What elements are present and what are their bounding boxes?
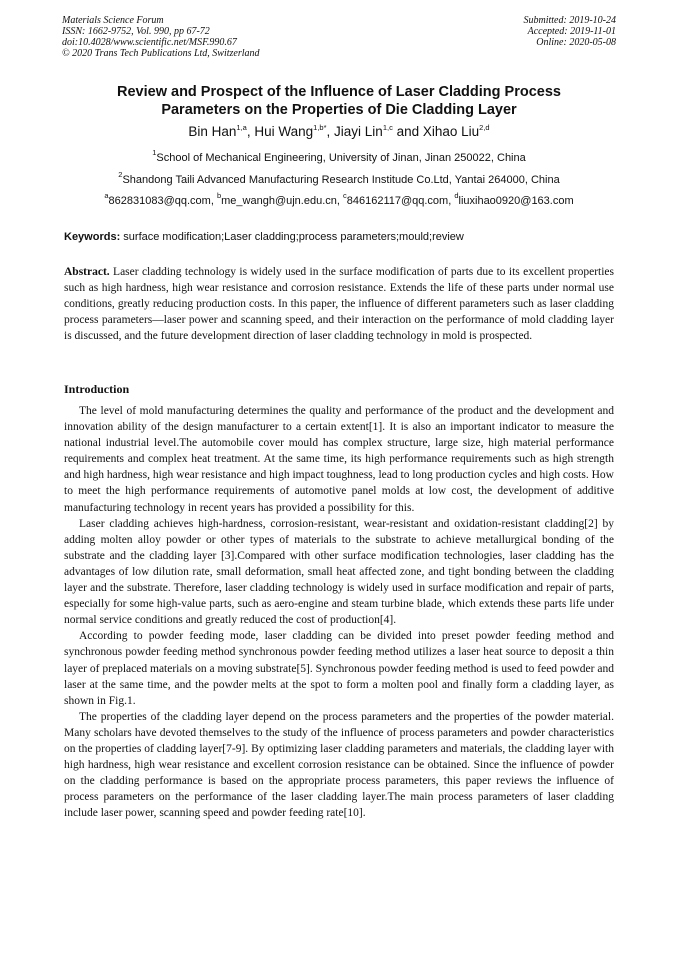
- author-name: Bin Han: [188, 124, 237, 139]
- author-name: Xihao Liu: [422, 124, 480, 139]
- journal-doi[interactable]: doi:10.4028/www.scientific.net/MSF.990.67: [62, 37, 237, 48]
- email-mark: b: [216, 191, 222, 201]
- keywords-label: Keywords:: [64, 231, 121, 243]
- author-affiliation-mark: 1,b*: [313, 122, 327, 132]
- author-emails: [40, 191, 638, 208]
- journal-name: Materials Science Forum: [62, 15, 164, 26]
- submitted-date: Submitted: 2019-10-24: [523, 15, 616, 26]
- affiliation-2: [40, 170, 638, 187]
- affiliation-text: Shandong Taili Advanced Manufacturing Research Institude Co.Ltd, Yantai 264000, China: [122, 174, 560, 186]
- accepted-date: Accepted: 2019-11-01: [527, 26, 616, 37]
- dates-header: [524, 15, 617, 48]
- title-line-1: Review and Prospect of the Influence of Laser Cladding Process: [117, 84, 561, 100]
- author-separator: ,: [246, 124, 255, 139]
- email-link[interactable]: 862831083@qq.com,: [108, 195, 217, 207]
- abstract-paragraph: [64, 264, 614, 344]
- email-link[interactable]: liuxihao0920@163.com: [458, 195, 574, 207]
- email-mark: c: [342, 191, 347, 201]
- paper-title: [60, 83, 618, 119]
- abstract: [64, 264, 614, 344]
- email-mark: d: [454, 191, 459, 201]
- paragraph: According to powder feeding mode, laser cladding can be divided into preset powder feeding method and synchronous powder feeding method synchronous powder feeding method utilizes a laser heat source to deposit a thin layer of preplaced materials on a moving substrate[5]. Synchronous powder feeding method is used to feed powder and laser at the same time, and the powder melts at the spot to form a molten pool and finally form a cladding layer, as shown in Fig.1.: [64, 630, 614, 707]
- author-separator: ,: [326, 124, 335, 139]
- author-affiliation-mark: 1,a: [236, 122, 247, 132]
- author-separator: and: [392, 124, 423, 139]
- author-list: [60, 123, 618, 141]
- paragraph: Laser cladding achieves high-hardness, corrosion-resistant, wear-resistant and oxidation-resistant cladding[2] by adding molten alloy powder or other types of materials to the substrate to achieve metallurgical bonding of the substrate and the cladding layer [3].Compared with other surface modification technologies, laser cladding has the advantages of low dilution rate, small deformation, small heat affected zone, and tight bonding between the cladding layer and the substrate. Therefore, laser cladding technology is widely used in surface modification and repair of parts, especially for some high-value parts, such as aero-engine and steam turbine blade, which extends these parts life under normal service conditions and greatly reduced the cost of production[4].: [64, 517, 614, 627]
- section-heading-introduction: Introduction: [64, 382, 130, 396]
- keywords: [64, 230, 616, 244]
- keywords-text: surface modification;Laser cladding;process parameters;mould;review: [120, 231, 464, 243]
- paragraph: The properties of the cladding layer depend on the process parameters and the properties of the powder material. Many scholars have devoted themselves to the study of the influence of process parameters and powder characteristics on the properties of cladding layer[7-9]. By optimizing laser cladding parameters and materials, the cladding layer with high hardness, high wear resistance and excellent corrosion resistance can be obtained. Since the influence of powder on the cladding performance is based on the appropriate process parameters, this paper reviews the influence of process parameters on the performance of the laser cladding layer.The main process parameters of laser cladding include laser power, scanning speed and powder feeding rate[10].: [64, 710, 614, 820]
- author-affiliation-mark: 2,d: [479, 122, 490, 132]
- affiliation-1: [40, 148, 638, 165]
- affiliation-mark: 1: [152, 148, 157, 158]
- email-link[interactable]: 846162117@qq.com,: [346, 195, 455, 207]
- affiliation-mark: 2: [118, 170, 123, 180]
- author-name: Jiayi Lin: [334, 124, 383, 139]
- title-line-2: Parameters on the Properties of Die Cladding Layer: [161, 102, 517, 118]
- journal-issn: ISSN: 1662-9752, Vol. 990, pp 67-72: [62, 26, 210, 37]
- author-name: Hui Wang: [254, 124, 314, 139]
- journal-header: [62, 15, 260, 59]
- email-link[interactable]: me_wangh@ujn.edu.cn,: [221, 195, 343, 207]
- abstract-text: Laser cladding technology is widely used in the surface modification of parts due to its excellent properties such as high hardness, high wear resistance and corrosion resistance. Extends the life of these parts under normal use conditions, greatly reducing production costs. In this paper, the influence of different parameters such as laser cladding process parameters—laser power and scanning speed, and their interaction on the performance of mold cladding layer is discussed, and the future development direction of laser cladding technology in mold is prospected.: [64, 266, 614, 343]
- email-mark: a: [104, 191, 109, 201]
- affiliation-text: School of Mechanical Engineering, University of Jinan, Jinan 250022, China: [156, 152, 526, 164]
- paragraph: The level of mold manufacturing determines the quality and performance of the product and the development and innovation ability of the design manufacturer to a certain extent[1]. It is also an important indicator to measure the national industrial level.The automobile cover mould has complex structure, large size, high material performance requirements and complex heat treatment. At the same time, its high performance requirements such as high strength and high hardness, high wear resistance and high impact toughness, lead to long production cycles and high costs. How to meet the high performance requirements of automotive panel molds at low cost, the development of additive manufacturing technology in recent years has provided a possibility for this.: [64, 405, 614, 514]
- abstract-label: Abstract.: [64, 266, 110, 278]
- author-affiliation-mark: 1,c: [382, 122, 393, 132]
- journal-copyright: © 2020 Trans Tech Publications Ltd, Switzerland: [62, 48, 260, 59]
- introduction-section: [64, 403, 614, 821]
- online-date: Online: 2020-05-08: [536, 37, 616, 48]
